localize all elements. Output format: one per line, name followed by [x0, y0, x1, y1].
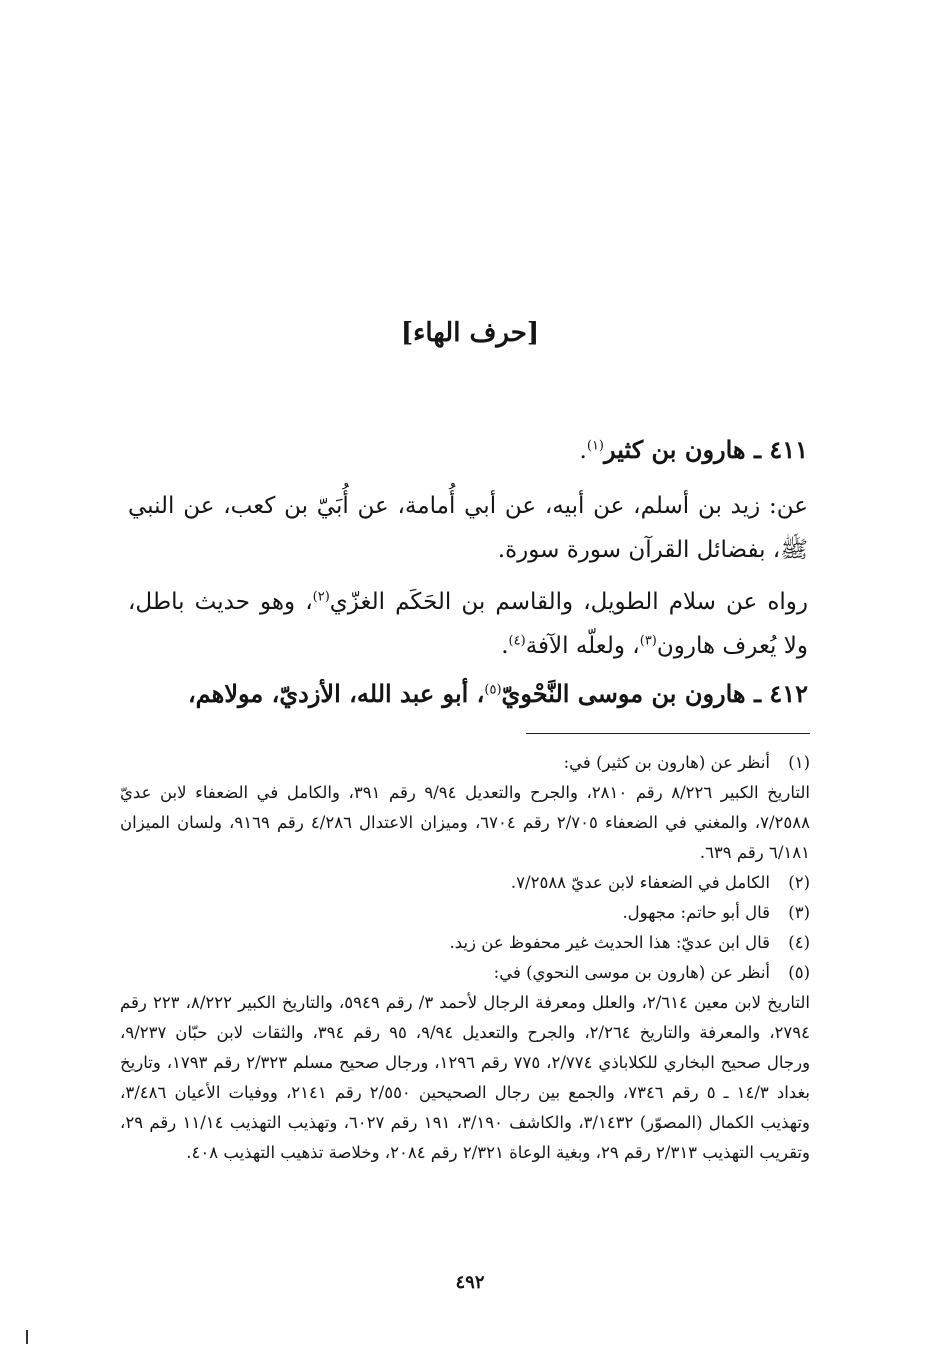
- footnote-2: [120, 868, 810, 898]
- entry-411-para2-c: ، ولعلّه الآفة: [525, 633, 640, 659]
- entry-412-title-line: [128, 672, 808, 717]
- footnote-head: قال أبو حاتم: مجهول.: [622, 903, 770, 922]
- chapter-heading: [حرف الهاء]: [400, 318, 540, 348]
- scan-mark: [26, 1330, 28, 1344]
- entry-411-para2-b: ، وهو حديث باطل، ولا يُعرف هارون: [128, 589, 808, 659]
- footnote-number: (١): [788, 753, 810, 772]
- page-number: ٤٩٢: [455, 1272, 485, 1293]
- footnote-head: قال ابن عديّ: هذا الحديث غير محفوظ عن زيد.: [449, 933, 770, 952]
- entry-411-title-line: [128, 428, 808, 473]
- footnote-ref-5[interactable]: (٥): [484, 682, 502, 698]
- entry-412-title: ٤١٢ ـ هارون بن موسى النَّحْويّ: [501, 679, 808, 708]
- footnote-number: (٣): [788, 903, 810, 922]
- entry-411-paragraph-1: عن: زيد بن أسلم، عن أبيه، عن أبي أُمامة، عن أُبَيّ بن كعب، عن النبي ﷺ، بفضائل القرآن سورة سورة.: [128, 493, 808, 563]
- entry-411-title: ٤١١ ـ هارون بن كثير: [604, 435, 808, 464]
- footnote-number: (٥): [788, 963, 810, 982]
- footnote-ref-1[interactable]: (١): [586, 438, 604, 454]
- footnote-4: [120, 928, 810, 958]
- footnote-ref-3[interactable]: (٣): [639, 633, 657, 649]
- footnote-5: [120, 958, 810, 1168]
- footnote-head: أنظر عن (هارون بن موسى النحوي) في:: [493, 963, 770, 982]
- footnote-1: [120, 748, 810, 868]
- entry-411-para2-a: رواه عن سلام الطويل، والقاسم بن الحَكَم الغزّي: [329, 589, 809, 615]
- footnote-body: التاريخ لابن معين ٢/٦١٤، والعلل ومعرفة الرجال لأحمد ٣/ رقم ٥٩٤٩، والتاريخ الكبير ٨/٢٢٢، ٢٢٣ رقم ٢٧٩٤، والمعرفة والتاريخ ٢/٢٦٤، والجرح والتعديل ٩/٩٤، ٩٥ رقم ٣٩٤، والثقات لابن حبّان ٩/٢٣٧، ورجال صحيح البخاري للكلاباذي ٢/٧٧٤، ٧٧٥ رقم ١٢٩٦، ورجال صحيح مسلم ٢/٣٢٣ رقم ١٧٩٣، وتاريخ بغداد ١٤/٣ ـ ٥ رقم ٧٣٤٦، والجمع بين رجال الصحيحين ٢/٥٥٠ رقم ٢١٤١، ووفيات الأعيان ٣/٤٨٦، وتهذيب الكمال (المصوّر) ٣/١٤٣٢، والكاشف ٣/١٩٠، ١٩١ رقم ٦٠٢٧، وتهذيب التهذيب ١١/١٤ رقم ٢٩، وتقريب التهذيب ٢/٣١٣ رقم ٢٩، وبغية الوعاة ٢/٣٢١ رقم ٢٠٨٤، وخلاصة تذهيب التهذيب ٤٠٨.: [120, 993, 811, 1162]
- entry-411-paragraph-2: [128, 580, 808, 668]
- footnote-ref-2[interactable]: (٢): [312, 589, 330, 605]
- entry-411-title-end: .: [579, 438, 587, 464]
- entry-411-para2-d: .: [501, 633, 509, 659]
- entry-412-title-rest: ، أبو عبد الله، الأزديّ، مولاهم،: [187, 679, 485, 708]
- footnotes-section: [120, 748, 810, 1168]
- footnote-head: أنظر عن (هارون بن كثير) في:: [563, 753, 770, 772]
- footnote-number: (٢): [788, 873, 810, 892]
- footnote-3: [120, 898, 810, 928]
- footnote-body: التاريخ الكبير ٨/٢٢٦ رقم ٢٨١٠، والجرح والتعديل ٩/٩٤ رقم ٣٩١، والكامل في الضعفاء لابن عديّ ٧/٢٥٨٨، والمغني في الضعفاء ٢/٧٠٥ رقم ٦٧٠٤، وميزان الاعتدال ٤/٢٨٦ رقم ٩١٦٩، ولسان الميزان ٦/١٨١ رقم ٦٣٩.: [120, 783, 811, 862]
- footnote-separator: [526, 733, 810, 734]
- footnote-head: الكامل في الضعفاء لابن عديّ ٧/٢٥٨٨.: [510, 873, 770, 892]
- footnote-number: (٤): [788, 933, 810, 952]
- footnote-ref-4[interactable]: (٤): [508, 633, 526, 649]
